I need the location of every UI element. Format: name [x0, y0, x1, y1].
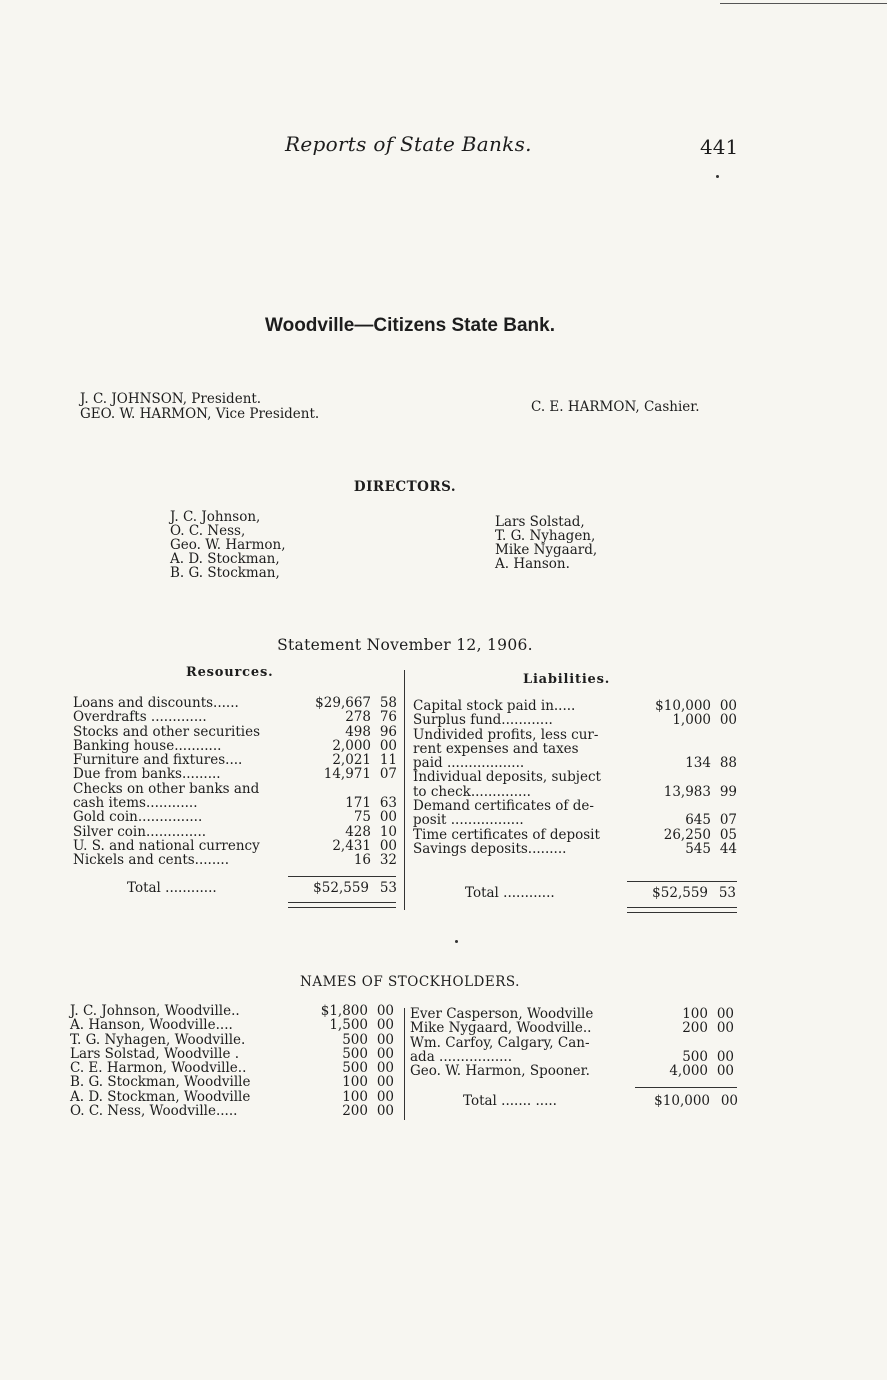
ledger-row — [70, 1061, 398, 1075]
ledger-row — [73, 710, 403, 724]
row-cents: 00 — [716, 1048, 734, 1065]
ledger-row — [70, 1004, 398, 1018]
column-divider — [404, 1008, 405, 1120]
row-label: Surplus fund............ — [413, 712, 553, 729]
row-amount: 200 — [342, 1103, 368, 1120]
statement-heading: Statement November 12, 1906. — [277, 636, 533, 654]
ledger-row — [413, 699, 743, 713]
ledger-row — [73, 725, 403, 739]
subtotal-rule — [288, 876, 396, 877]
total-amount: $52,559 — [652, 885, 708, 901]
row-label: T. G. Nyhagen, Woodville. — [70, 1031, 246, 1048]
row-cents: 00 — [379, 809, 397, 826]
ledger-row — [413, 756, 743, 770]
resources-heading: Resources. — [186, 665, 274, 680]
ledger-row — [410, 1021, 740, 1035]
stockholders-left — [70, 1004, 398, 1118]
row-cents: 00 — [716, 1006, 734, 1022]
page-number: 441 — [700, 135, 739, 159]
row-cents: 00 — [376, 1031, 394, 1048]
top-rule — [720, 3, 887, 4]
ledger-row — [413, 813, 743, 827]
row-cents: 05 — [719, 826, 737, 843]
row-label: cash items............ — [73, 795, 198, 812]
cashier: C. E. HARMON, Cashier. — [531, 399, 700, 415]
row-cents: 00 — [719, 698, 737, 714]
row-cents: 63 — [379, 795, 397, 812]
row-cents: 96 — [379, 723, 397, 740]
president: J. C. JOHNSON, President. — [80, 391, 262, 407]
ledger-row — [413, 842, 743, 856]
row-label: Capital stock paid in..... — [413, 698, 576, 714]
row-cents: 00 — [719, 712, 737, 729]
row-amount: 500 — [682, 1048, 708, 1065]
row-amount: 498 — [345, 723, 371, 740]
row-amount: 26,250 — [663, 826, 711, 843]
total-cents: 00 — [720, 1093, 738, 1109]
director-name: A. Hanson. — [495, 556, 570, 572]
row-amount: 645 — [685, 812, 711, 829]
ledger-row — [73, 796, 403, 810]
row-label: Loans and discounts...... — [73, 695, 239, 711]
row-label: Silver coin.............. — [73, 823, 207, 840]
row-amount: 75 — [353, 809, 371, 826]
row-cents: 11 — [379, 752, 397, 769]
row-label: B. G. Stockman, Woodville — [70, 1074, 251, 1091]
ledger-row — [70, 1090, 398, 1104]
ledger-row — [73, 767, 403, 781]
row-cents: 32 — [379, 852, 397, 869]
row-amount: 500 — [342, 1031, 368, 1048]
stockholders-heading: NAMES OF STOCKHOLDERS. — [300, 974, 520, 990]
director-name: J. C. Johnson, — [170, 509, 261, 525]
ledger-row — [73, 696, 403, 710]
bank-title: Woodville—Citizens State Bank. — [265, 315, 555, 336]
row-label: paid .................. — [413, 755, 525, 772]
subtotal-rule — [635, 1087, 737, 1088]
row-label: O. C. Ness, Woodville..... — [70, 1103, 238, 1120]
row-label: A. D. Stockman, Woodville — [70, 1088, 251, 1105]
ledger-row — [413, 742, 743, 756]
row-label: posit ................. — [413, 812, 524, 829]
row-label: Checks on other banks and — [73, 780, 260, 797]
ledger-row — [413, 785, 743, 799]
row-amount: 278 — [345, 709, 371, 726]
row-cents: 58 — [379, 695, 397, 711]
ink-speck — [716, 175, 719, 178]
row-amount: 13,983 — [663, 783, 711, 800]
total-amount: $10,000 — [654, 1093, 710, 1109]
total-double-rule — [627, 907, 737, 913]
officers-left — [80, 392, 319, 422]
ledger-row — [413, 713, 743, 727]
row-label: rent expenses and taxes — [413, 740, 579, 757]
row-cents: 10 — [379, 823, 397, 840]
row-label: Time certificates of deposit — [413, 826, 600, 843]
row-label: Banking house........... — [73, 737, 222, 754]
row-label: Geo. W. Harmon, Spooner. — [410, 1063, 590, 1080]
liabilities-heading: Liabilities. — [523, 672, 611, 687]
ledger-row — [73, 839, 403, 853]
row-label: Mike Nygaard, Woodville.. — [410, 1020, 592, 1037]
row-cents: 00 — [376, 1017, 394, 1034]
row-label: Individual deposits, subject — [413, 769, 601, 786]
running-title: Reports of State Banks. — [285, 132, 532, 156]
directors-left — [170, 510, 286, 580]
row-cents: 00 — [376, 1103, 394, 1120]
row-cents: 00 — [716, 1020, 734, 1037]
ledger-row — [410, 1050, 740, 1064]
director-name: T. G. Nyhagen, — [495, 528, 596, 544]
row-label: Furniture and fixtures.... — [73, 752, 243, 769]
directors-right — [495, 515, 597, 571]
total-label: Total ............ — [465, 885, 555, 901]
row-cents: 07 — [379, 766, 397, 783]
ledger-row — [410, 1036, 740, 1050]
resources-table — [73, 696, 403, 868]
ledger-row — [413, 828, 743, 842]
row-label: Ever Casperson, Woodville — [410, 1006, 594, 1022]
row-cents: 99 — [719, 783, 737, 800]
director-name: A. D. Stockman, — [170, 551, 280, 567]
row-label: Stocks and other securities — [73, 723, 261, 740]
row-amount: 2,021 — [332, 752, 371, 769]
directors-heading: DIRECTORS. — [353, 479, 457, 495]
ledger-row — [70, 1047, 398, 1061]
row-cents: 88 — [719, 755, 737, 772]
row-label: ada ................. — [410, 1048, 512, 1065]
total-cents: 53 — [718, 885, 736, 901]
liabilities-table — [413, 699, 743, 856]
ledger-row — [70, 1104, 398, 1118]
total-label: Total ....... ..... — [463, 1093, 557, 1109]
row-cents: 00 — [379, 737, 397, 754]
total-double-rule — [288, 902, 396, 908]
row-label: Undivided profits, less cur- — [413, 726, 599, 743]
row-amount: 500 — [342, 1045, 368, 1062]
ledger-row — [70, 1018, 398, 1032]
row-label: Wm. Carfoy, Calgary, Can- — [410, 1034, 590, 1051]
row-amount: 134 — [685, 755, 711, 772]
director-name: O. C. Ness, — [170, 523, 246, 539]
row-amount: 428 — [345, 823, 371, 840]
director-name: Mike Nygaard, — [495, 542, 598, 558]
row-cents: 00 — [716, 1063, 734, 1080]
row-cents: 00 — [376, 1074, 394, 1091]
row-cents: 76 — [379, 709, 397, 726]
row-cents: 00 — [376, 1045, 394, 1062]
row-label: Demand certificates of de- — [413, 798, 594, 815]
row-amount: 1,500 — [329, 1017, 368, 1034]
row-label: A. Hanson, Woodville.... — [70, 1017, 233, 1034]
row-cents: 00 — [376, 1088, 394, 1105]
ledger-row — [70, 1033, 398, 1047]
ledger-row — [413, 770, 743, 784]
row-amount: 545 — [685, 840, 711, 857]
row-amount: 200 — [682, 1020, 708, 1037]
row-cents: 07 — [719, 812, 737, 829]
ledger-row — [73, 753, 403, 767]
subtotal-rule — [627, 881, 737, 882]
row-label: Due from banks......... — [73, 766, 221, 783]
ledger-row — [73, 739, 403, 753]
row-amount: 171 — [345, 795, 371, 812]
row-amount: 16 — [353, 852, 371, 869]
row-amount: $29,667 — [315, 695, 371, 711]
row-label: Gold coin............... — [73, 809, 203, 826]
row-amount: $10,000 — [655, 698, 711, 714]
row-amount: 1,000 — [672, 712, 711, 729]
ledger-row — [73, 782, 403, 796]
director-name: Lars Solstad, — [495, 514, 585, 530]
ink-speck — [455, 940, 458, 943]
row-label: Nickels and cents........ — [73, 852, 230, 869]
row-cents: 00 — [376, 1060, 394, 1077]
ledger-row — [410, 1064, 740, 1078]
ledger-row — [413, 799, 743, 813]
ledger-row — [73, 810, 403, 824]
row-cents: 00 — [379, 837, 397, 854]
total-label: Total ............ — [127, 880, 217, 896]
director-name: B. G. Stockman, — [170, 565, 280, 581]
row-label: J. C. Johnson, Woodville.. — [70, 1003, 240, 1019]
row-amount: 2,431 — [332, 837, 371, 854]
row-label: to check.............. — [413, 783, 531, 800]
row-amount: 100 — [682, 1006, 708, 1022]
row-label: C. E. Harmon, Woodville.. — [70, 1060, 247, 1077]
row-amount: $1,800 — [320, 1003, 368, 1019]
row-label: Savings deposits......... — [413, 840, 567, 857]
row-amount: 500 — [342, 1060, 368, 1077]
row-label: Lars Solstad, Woodville . — [70, 1045, 240, 1062]
row-label: Overdrafts ............. — [73, 709, 207, 726]
ledger-row — [413, 728, 743, 742]
row-amount: 14,971 — [323, 766, 371, 783]
row-amount: 2,000 — [332, 737, 371, 754]
row-cents: 44 — [719, 840, 737, 857]
ledger-row — [73, 853, 403, 867]
row-label: U. S. and national currency — [73, 837, 260, 854]
row-cents: 00 — [376, 1003, 394, 1019]
ledger-row — [70, 1075, 398, 1089]
row-amount: 100 — [342, 1088, 368, 1105]
column-divider — [404, 670, 405, 910]
vice-president: GEO. W. HARMON, Vice President. — [80, 406, 320, 422]
ledger-row — [73, 825, 403, 839]
row-amount: 4,000 — [669, 1063, 708, 1080]
ledger-row — [410, 1007, 740, 1021]
stockholders-right — [410, 1007, 740, 1078]
total-cents: 53 — [379, 880, 397, 896]
row-amount: 100 — [342, 1074, 368, 1091]
director-name: Geo. W. Harmon, — [170, 537, 286, 553]
total-amount: $52,559 — [313, 880, 369, 896]
